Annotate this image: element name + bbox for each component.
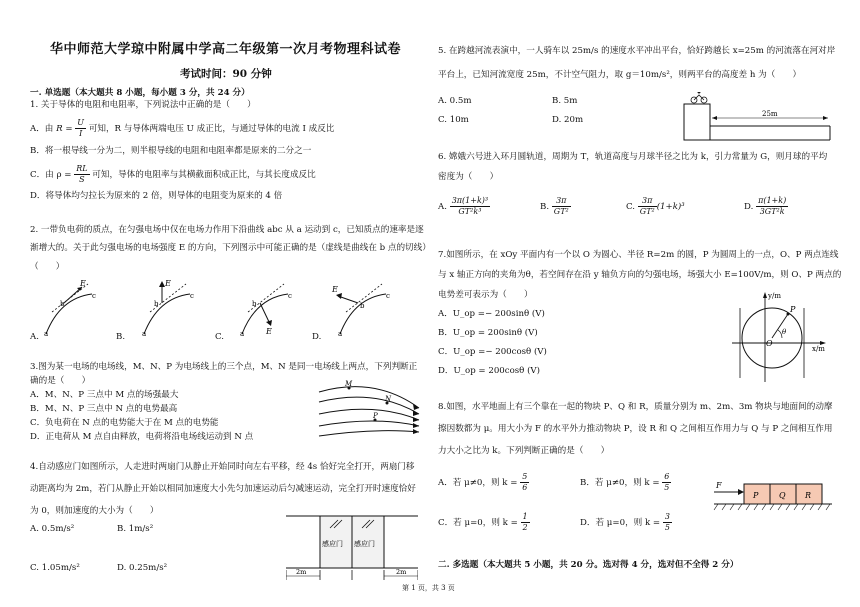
q8-block-r: R	[805, 491, 812, 500]
q5-line1: 5. 在跨越河流表演中，一人骑车以 25m/s 的速度水平冲出平台，恰好跨越长 x=25m 的河流落在河对岸	[438, 46, 836, 56]
q5-option-b: B. 5m	[552, 96, 578, 106]
svg-text:c: c	[190, 292, 194, 300]
q4-dim-right: 2m	[396, 568, 407, 576]
q5-rider-icon	[691, 92, 707, 103]
q5-option-d: D. 20m	[552, 115, 584, 125]
q7-point-o: O	[766, 339, 773, 348]
q8-blocks-figure	[712, 478, 836, 518]
q5-option-c: C. 10m	[438, 115, 469, 125]
q8-block-q: Q	[779, 491, 786, 500]
svg-text:c: c	[92, 292, 96, 300]
q4-line2: 动距离均为 2m，若门从静止开始以相同加速度大小先匀加速运动后匀减速运动，完全打开时速度恰好	[30, 484, 416, 494]
q4-dim-left: 2m	[296, 568, 307, 576]
q7-line3: 电势差可表示为（ ）	[438, 290, 533, 300]
q1-option-b: B．将一根导线一分为二，则半根导线的电阻和电阻率都是原来的二分之一	[30, 146, 312, 156]
q4-option-b: B. 1m/s²	[117, 524, 154, 534]
q1-option-a: A．由 R = $\frac{U}{I}$ 可知，R 与导体两端电压 U 成正比，与通过导体的电流 I 成反比	[30, 118, 335, 138]
svg-text:b: b	[154, 300, 159, 308]
q2-figure-d	[331, 284, 390, 338]
exam-time: 考试时间：90 分钟	[180, 68, 272, 80]
q2-figure-a	[44, 279, 96, 338]
q3-option-b: B．M、N、P 三点中 N 点的电势最高	[30, 404, 178, 414]
svg-text:b: b	[360, 302, 365, 310]
svg-text:N: N	[385, 395, 392, 403]
q8-line1: 8.如图，水平地面上有三个靠在一起的物块 P、Q 和 R，质量分别为 m、2m、3m 物块与地面间的动摩	[438, 402, 833, 412]
q2-line1: 2. 一带负电荷的质点，在匀强电场中仅在电场力作用下沿曲线 abc 从 a 运动到 c，已知质点的速率是逐	[30, 225, 424, 235]
svg-text:b: b	[252, 300, 257, 308]
q8-option-a: A．若 μ≠0，则 k = $\frac{5}{6}$	[438, 472, 528, 492]
q6-option-d: D. $\frac{\pi(1+k)}{\text{3GT²k}}$	[744, 196, 787, 216]
svg-text:P: P	[373, 412, 378, 420]
q8-option-d: D．若 μ=0，则 k = $\frac{3}{5}$	[580, 512, 670, 532]
q8-option-b: B．若 μ≠0，则 k = $\frac{6}{5}$	[580, 472, 670, 492]
svg-text:E: E	[332, 285, 338, 294]
q7-axis-x: x/m	[812, 345, 825, 353]
q7-theta: θ	[782, 328, 787, 336]
q2-line2: 渐增大的。关于此匀强电场的电场强度 E 的方向，下列图示中可能正确的是（虚线是曲线在 b 点的切线）	[30, 243, 431, 253]
q2-figure-c	[240, 284, 292, 338]
exam-title: 华中师范大学琼中附属中学高二年级第一次月考物理科试卷	[50, 42, 402, 57]
q3-line1: 3.图为某一电场的电场线，M、N、P 为电场线上的三个点，M、N 是同一电场线上两点，下列判断正	[30, 362, 418, 372]
q6-line2: 密度为（ ）	[438, 172, 499, 182]
q4-option-c: C. 1.05m/s²	[30, 563, 80, 573]
q1-option-c: C．由 ρ = $\frac{RL}{S}$ 可知，导体的电阻率与其横截面积成正比，与其长度成反比	[30, 164, 316, 184]
q5-line2: 平台上，已知河流宽度 25m，不计空气阻力，取 g＝10m/s²，则两平台的高度差 h 为（ ）	[438, 70, 802, 80]
q7-line1: 7.如图所示，在 xOy 平面内有一个以 O 为圆心、半径 R=2m 的圆，P 为圆周上的一点，O、P 两点连线	[438, 250, 839, 260]
svg-text:E: E	[266, 327, 272, 336]
q4-option-a: A. 0.5m/s²	[30, 524, 75, 534]
q4-door-label-right: 感应门	[354, 540, 375, 548]
q2-figure-b	[142, 279, 194, 338]
q2-label-a: A.	[30, 332, 39, 342]
svg-text:b: b	[60, 300, 65, 308]
q1-stem: 1. 关于导体的电阻和电阻率，下列说法中正确的是（ ）	[30, 100, 256, 110]
svg-text:E: E	[165, 279, 171, 288]
q8-line2: 擦因数都为 μ。用大小为 F 的水平外力推动物块 P，设 R 和 Q 之间相互作用力与 Q 与 P 之间相互作用	[438, 424, 833, 434]
q3-option-a: A．M、N、P 三点中 M 点的场强最大	[30, 390, 179, 400]
q4-door-label-left: 感应门	[322, 540, 343, 548]
page-footer: 第 1 页，共 3 页	[402, 584, 455, 592]
q2-figures	[30, 276, 420, 346]
q7-option-a: A．U_op =− 200sinθ (V)	[438, 309, 545, 319]
q6-option-c: C. $\frac{3\pi}{\text{GT²}}$ (1+k)³	[626, 196, 685, 216]
q4-line3: 为 0，则加速度的大小为（ ）	[30, 506, 159, 516]
section-multiple-choice: 二. 多选题（本大题共 5 小题，共 20 分。选对得 4 分，选对但不全得 2 分）	[438, 560, 739, 570]
q7-point-p: P	[790, 305, 796, 314]
svg-text:E: E	[80, 279, 86, 288]
svg-text:a: a	[44, 330, 49, 338]
svg-text:M: M	[345, 380, 353, 388]
q8-force-label: F	[716, 481, 722, 490]
svg-text:a: a	[142, 330, 147, 338]
q7-option-c: C．U_op =− 200cosθ (V)	[438, 347, 547, 357]
q3-line2: 确的是（ ）	[30, 376, 91, 386]
q6-option-b: B. $\frac{3\pi}{\text{GT²}}$	[540, 196, 569, 216]
q7-option-d: D．U_op = 200cosθ (V)	[438, 366, 540, 376]
svg-text:c: c	[386, 292, 390, 300]
q5-river-figure	[680, 92, 834, 142]
section-single-choice: 一. 单选题（本大题共 8 小题，每小题 3 分，共 24 分）	[30, 88, 250, 98]
q8-option-c: C．若 μ=0，则 k = $\frac{1}{2}$	[438, 512, 528, 532]
q2-line3: （ ）	[30, 262, 65, 272]
q5-option-a: A. 0.5m	[438, 96, 472, 106]
q8-line3: 力大小之比为 k。下列判断正确的是（ ）	[438, 446, 610, 456]
q7-option-b: B．U_op = 200sinθ (V)	[438, 328, 538, 338]
q2-label-b: B.	[116, 332, 126, 342]
q5-dim-label: 25m	[762, 110, 778, 118]
q4-line1: 4.自动感应门如图所示，人走进时两扇门从静止开始同时向左右平移，经 4s 恰好完全打开，两扇门移	[30, 462, 415, 472]
q7-circle-figure	[730, 288, 830, 384]
q2-label-c: C.	[215, 332, 225, 342]
q1-option-d: D．将导体均匀拉长为原来的 2 倍，则导体的电阻变为原来的 4 倍	[30, 191, 283, 201]
svg-text:a: a	[240, 330, 245, 338]
q4-option-d: D. 0.25m/s²	[117, 563, 168, 573]
q7-line2: 与 x 轴正方向的夹角为θ，若空间存在沿 y 轴负方向的匀强电场，场强大小 E=100V/m，则 O、P 两点的	[438, 270, 842, 280]
q6-line1: 6. 嫦娥六号进入环月圆轨道，周期为 T，轨道高度与月球半径之比为 k，引力常量为 G，则月球的平均	[438, 152, 828, 162]
q4-door-figure	[286, 514, 418, 582]
q7-axis-y: y/m	[768, 292, 781, 300]
q2-label-d: D.	[312, 332, 322, 342]
svg-text:a: a	[338, 330, 343, 338]
svg-text:c: c	[288, 292, 292, 300]
q8-block-p: P	[753, 491, 759, 500]
q3-option-c: C．负电荷在 N 点的电势能大于在 M 点的电势能	[30, 418, 219, 428]
q3-field-lines	[315, 380, 425, 440]
q3-option-d: D．正电荷从 M 点自由释放，电荷将沿电场线运动到 N 点	[30, 432, 254, 442]
q6-option-a: A. $\frac{\text{3π(1+k)³}}{\text{GT²k³}}$	[438, 196, 489, 216]
